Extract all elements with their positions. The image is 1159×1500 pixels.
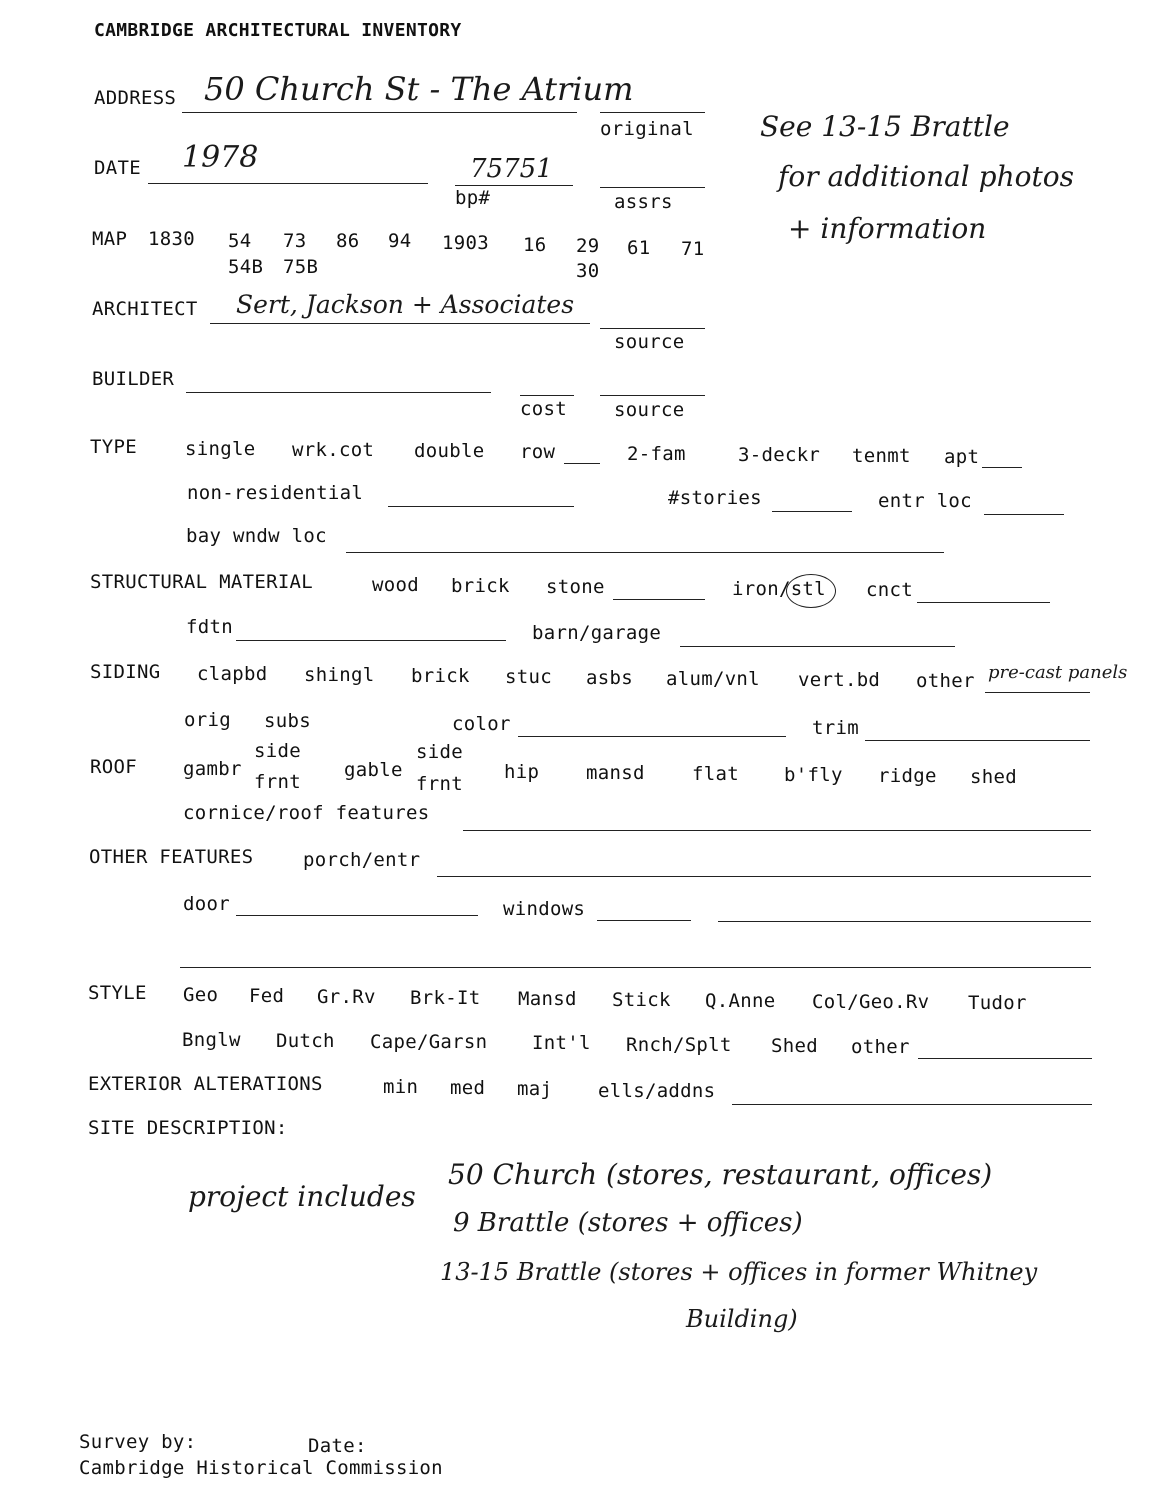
map-29: 29	[576, 235, 600, 257]
alterations-maj: maj	[517, 1078, 553, 1100]
windows-line	[597, 920, 691, 921]
site-note-line-1: 50 Church (stores, restaurant, offices)	[448, 1158, 993, 1191]
side-note-line-1: See 13-15 Brattle	[760, 110, 1010, 143]
alterations-ells-addns: ells/addns	[598, 1080, 716, 1102]
fdtn-label: fdtn	[186, 616, 233, 638]
type-apt: apt	[944, 446, 980, 468]
entr-loc-line	[984, 514, 1064, 515]
structural-brick: brick	[451, 575, 510, 597]
style-label: STYLE	[88, 982, 147, 1004]
bp-label: bp#	[455, 187, 491, 209]
alterations-min: min	[383, 1076, 419, 1098]
map-94: 94	[388, 230, 412, 252]
type-3-deckr: 3-deckr	[738, 444, 821, 466]
site-note-line-2: 9 Brattle (stores + offices)	[453, 1208, 803, 1238]
siding-clapbd: clapbd	[197, 663, 268, 685]
original-line	[600, 112, 705, 113]
address-label: ADDRESS	[94, 87, 177, 109]
structural-cnct: cnct	[866, 579, 913, 601]
row-line	[564, 463, 600, 464]
structural-stone: stone	[546, 576, 605, 598]
style-mansd: Mansd	[518, 988, 577, 1010]
map-75b: 75B	[283, 256, 319, 278]
address-value: 50 Church St - The Atrium	[204, 70, 634, 108]
porch-entr-label: porch/entr	[303, 849, 421, 871]
builder-source-label: source	[614, 399, 685, 421]
map-54: 54	[228, 230, 252, 252]
siding-vert-bd: vert.bd	[798, 669, 881, 691]
roof-ridge: ridge	[878, 765, 937, 787]
trim-line	[865, 740, 1090, 741]
siding-other: other	[916, 670, 975, 692]
style-other-line	[918, 1058, 1092, 1059]
alterations-med: med	[450, 1077, 486, 1099]
side-note-line-2: for additional photos	[778, 160, 1074, 193]
structural-label: STRUCTURAL MATERIAL	[90, 571, 314, 593]
type-non-residential: non-residential	[187, 482, 364, 504]
siding-orig: orig	[184, 709, 231, 731]
roof-gable-frnt: frnt	[416, 773, 463, 795]
style-bnglw: Bnglw	[182, 1029, 241, 1051]
ells-addns-line	[732, 1104, 1092, 1105]
roof-hip: hip	[504, 761, 540, 783]
date-line	[148, 183, 428, 184]
date-label: DATE	[94, 157, 141, 179]
map-86: 86	[336, 230, 360, 252]
map-1903: 1903	[442, 232, 489, 254]
structural-wood: wood	[372, 574, 419, 596]
site-note-line-4: Building)	[686, 1305, 798, 1333]
siding-brick: brick	[411, 665, 470, 687]
map-61: 61	[627, 237, 651, 259]
siding-other-value: pre-cast panels	[988, 662, 1128, 683]
roof-label: ROOF	[90, 756, 137, 778]
architect-line	[210, 323, 590, 324]
iron-stl-circle	[786, 574, 836, 608]
stone-line	[613, 599, 705, 600]
map-label: MAP	[92, 228, 128, 250]
address-line	[182, 112, 577, 113]
type-wrk-cot: wrk.cot	[292, 439, 375, 461]
door-line	[236, 915, 478, 916]
barn-garage-label: barn/garage	[532, 622, 662, 644]
cnct-line	[917, 602, 1050, 603]
architect-label: ARCHITECT	[92, 298, 198, 320]
survey-by-label: Survey by:	[79, 1431, 197, 1453]
style-gr-rv: Gr.Rv	[317, 986, 376, 1008]
survey-date-label: Date:	[308, 1435, 367, 1457]
type-2-fam: 2-fam	[627, 443, 686, 465]
style-brk-it: Brk-It	[410, 987, 481, 1009]
roof-flat: flat	[692, 763, 739, 785]
fdtn-line	[236, 640, 506, 641]
stories-line	[772, 511, 852, 512]
apt-line	[982, 467, 1022, 468]
cornice-label: cornice/roof features	[183, 802, 430, 824]
style-q-anne: Q.Anne	[705, 990, 776, 1012]
style-other: other	[851, 1036, 910, 1058]
map-71: 71	[681, 238, 705, 260]
original-label: original	[600, 118, 694, 140]
architect-value: Sert, Jackson + Associates	[236, 290, 575, 319]
map-73: 73	[283, 230, 307, 252]
side-note-line-3: + information	[788, 212, 987, 245]
color-line	[518, 736, 786, 737]
style-col-geo-rv: Col/Geo.Rv	[812, 991, 930, 1013]
roof-gambr-side: side	[254, 740, 301, 762]
type-stories: #stories	[668, 487, 762, 509]
style-shed: Shed	[771, 1035, 818, 1057]
siding-trim: trim	[812, 717, 859, 739]
form-title: CAMBRIDGE ARCHITECTURAL INVENTORY	[94, 20, 462, 41]
map-30: 30	[576, 260, 600, 282]
style-geo: Geo	[183, 984, 219, 1006]
architect-source-label: source	[614, 331, 685, 353]
siding-stuc: stuc	[505, 666, 552, 688]
map-1830: 1830	[148, 228, 195, 250]
site-note-intro: project includes	[188, 1180, 416, 1213]
type-label: TYPE	[90, 436, 137, 458]
cornice-line	[463, 830, 1091, 831]
site-note-line-3: 13-15 Brattle (stores + offices in former Whitney	[440, 1258, 1038, 1286]
cost-line	[520, 395, 574, 396]
bay-window-line	[346, 552, 944, 553]
roof-bfly: b'fly	[784, 764, 843, 786]
map-16: 16	[523, 234, 547, 256]
roof-gable-side: side	[416, 741, 463, 763]
assrs-line	[600, 187, 705, 188]
siding-other-line	[985, 692, 1090, 693]
builder-line	[186, 392, 491, 393]
other-features-label: OTHER FEATURES	[89, 846, 254, 868]
style-intl: Int'l	[532, 1032, 591, 1054]
barn-garage-line	[680, 646, 955, 647]
siding-asbs: asbs	[586, 667, 633, 689]
type-entr-loc: entr loc	[878, 490, 972, 512]
builder-source-line	[600, 395, 705, 396]
door-label: door	[183, 893, 230, 915]
style-cape-garsn: Cape/Garsn	[370, 1031, 488, 1053]
style-rnch-splt: Rnch/Splt	[626, 1034, 732, 1056]
roof-gambr-frnt: frnt	[254, 771, 301, 793]
siding-alum-vnl: alum/vnl	[666, 668, 760, 690]
porch-entr-line	[437, 876, 1091, 877]
cost-label: cost	[520, 398, 567, 420]
bp-value: 75751	[470, 154, 553, 184]
roof-shed: shed	[970, 766, 1017, 788]
date-value: 1978	[182, 140, 259, 175]
non-residential-line	[388, 506, 574, 507]
site-description-label: SITE DESCRIPTION:	[88, 1117, 288, 1139]
commission-name: Cambridge Historical Commission	[79, 1457, 443, 1479]
type-double: double	[414, 440, 485, 462]
style-tudor: Tudor	[968, 992, 1027, 1014]
type-row: row	[520, 441, 556, 463]
siding-color: color	[452, 713, 511, 735]
alterations-label: EXTERIOR ALTERATIONS	[88, 1073, 323, 1095]
type-bay-window: bay wndw loc	[186, 525, 327, 547]
siding-shingl: shingl	[304, 664, 375, 686]
windows-line-2	[718, 921, 1091, 922]
architect-source-line	[600, 328, 705, 329]
assrs-label: assrs	[614, 191, 673, 213]
map-54b: 54B	[228, 256, 264, 278]
structural-iron-stl: iron/stl	[732, 578, 826, 600]
builder-label: BUILDER	[92, 368, 175, 390]
style-stick: Stick	[612, 989, 671, 1011]
style-dutch: Dutch	[276, 1030, 335, 1052]
windows-label: windows	[503, 898, 586, 920]
roof-mansd: mansd	[586, 762, 645, 784]
bp-line	[455, 185, 573, 186]
siding-subs: subs	[264, 710, 311, 732]
type-single: single	[185, 438, 256, 460]
type-tenmt: tenmt	[852, 445, 911, 467]
features-extra-line	[180, 967, 1091, 968]
siding-label: SIDING	[90, 661, 161, 683]
roof-gambr: gambr	[183, 758, 242, 780]
roof-gable: gable	[344, 759, 403, 781]
style-fed: Fed	[249, 985, 285, 1007]
